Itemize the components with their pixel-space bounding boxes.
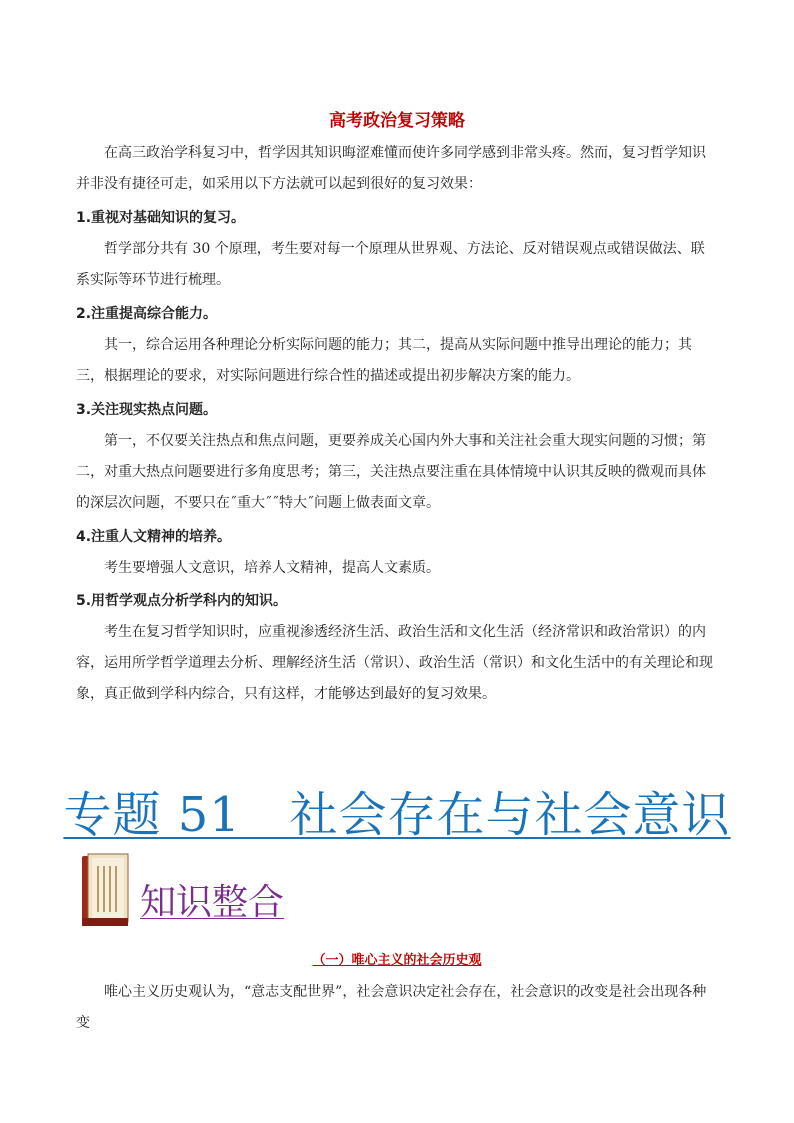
section-5-body: 考生在复习哲学知识时，应重视渗透经济生活、政治生活和文化生活（经济常识和政治常识）的内容，运用所学哲学道理去分析、理解经济生活（常识）、政治生活（常识）和文化生活中的有关理论和现象，真正做到学科内综合，只有这样，才能够达到最好的复习效果。 (76, 624, 713, 702)
intro-paragraph: 在高三政治学科复习中，哲学因其知识晦涩难懂而使许多同学感到非常头疼。然而，复习哲学知识并非没有捷径可走，如采用以下方法就可以起到很好的复习效果： (76, 145, 706, 192)
document-title: 高考政治复习策略 (329, 111, 465, 131)
knowledge-banner (80, 852, 380, 932)
section-2-heading: 2.注重提高综合能力。 (76, 306, 218, 322)
subsection-heading: （一）唯心主义的社会历史观 (312, 953, 482, 968)
section-4-body: 考生要增强人文意识，培养人文精神，提高人文素质。 (104, 560, 440, 576)
knowledge-label: 知识整合 (140, 882, 285, 923)
section-1-heading: 1.重视对基础知识的复习。 (76, 210, 246, 226)
section-3-body: 第一，不仅要关注热点和焦点问题，更要养成关心国内外大事和关注社会重大现实问题的习惯；第二，对重大热点问题要进行多角度思考；第三，关注热点要注重在具体情境中认识其反映的微观而具体的深层次问题，不要只在˝重大˝˝特大˝问题上做表面文章。 (76, 433, 706, 511)
section-2-body: 其一，综合运用各种理论分析实际问题的能力；其二，提高从实际问题中推导出理论的能力；其三，根据理论的要求，对实际问题进行综合性的描述或提出初步解决方案的能力。 (76, 337, 692, 384)
topic-title: 专题 51 社会存在与社会意识 (63, 787, 731, 843)
section-5-heading: 5.用哲学观点分析学科内的知识。 (76, 593, 288, 609)
last-paragraph: 唯心主义历史观认为，“意志支配世界”，社会意识决定社会存在，社会意识的改变是社会出现各种变 (76, 984, 707, 1031)
section-4-heading: 4.注重人文精神的培养。 (76, 529, 232, 545)
section-1-body: 哲学部分共有 30 个原理，考生要对每一个原理从世界观、方法论、反对错误观点或错误做法、联系实际等环节进行梳理。 (76, 241, 705, 288)
book-icon (80, 852, 132, 928)
section-3-heading: 3.关注现实热点问题。 (76, 402, 218, 418)
